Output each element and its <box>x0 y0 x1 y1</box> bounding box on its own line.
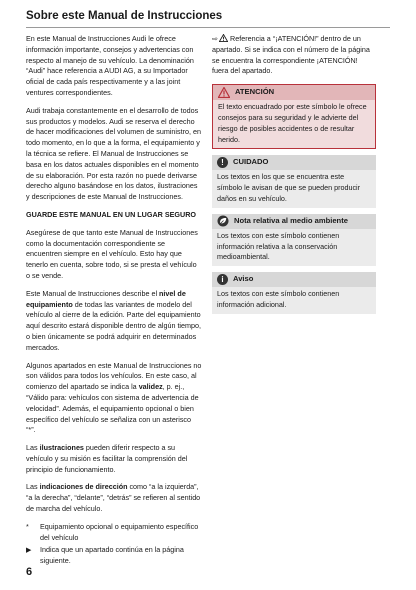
warning-triangle-icon <box>218 87 230 98</box>
legend-list <box>26 522 202 567</box>
asterisk-marker: * <box>26 521 29 531</box>
arrow-reference-icon: ⇨ <box>212 34 219 43</box>
warning-box-title: ATENCIÓN <box>235 87 275 97</box>
caution-box-title: CUIDADO <box>233 157 269 167</box>
arrow-marker: ▶ <box>26 545 32 555</box>
environment-box-body: Los textos con este símbolo contienen información relativa a la conservación medioambiental. <box>212 229 376 266</box>
list-item-text: Indica que un apartado continúa en la página siguiente. <box>40 545 184 566</box>
caution-icon: ! <box>217 157 228 168</box>
list-item <box>26 545 202 567</box>
warning-box-body: El texto encuadrado por este símbolo le ofrece consejos para su seguridad y le advierte del riesgo de posibles accidentes o de resultar herido. <box>213 100 375 148</box>
environment-box <box>212 214 376 266</box>
caution-box <box>212 155 376 207</box>
section-heading: GUARDE ESTE MANUAL EN UN LUGAR SEGURO <box>26 209 196 219</box>
paragraph-development: Audi trabaja constantemente en el desarrollo de todos sus productos y modelos. Audi se reserva el derecho de hacer modificaciones del volumen de suministro, en todo momento, en lo que a la forma, el equipamiento y la técnica se refiere. El Manual de Instrucciones se basa en los datos actuales disponibles en el momento de su elaboración. Por esta razón no puede derivarse derecho alguno basándose en los datos, ilustraciones y descripciones de este Manual de Instrucciones. <box>26 105 201 202</box>
note-box <box>212 272 376 314</box>
note-box-header <box>212 272 376 287</box>
caution-box-body: Los textos en los que se encuentra este símbolo le avisan de que se pueden producir daños en su vehículo. <box>212 170 376 207</box>
caution-box-header <box>212 155 376 170</box>
environment-box-title: Nota relativa al medio ambiente <box>234 215 348 225</box>
warning-triangle-icon <box>219 34 228 42</box>
paragraph-directions: Las indicaciones de dirección como “a la izquierda”, “a la derecha”, “delante”, “detrás” se refieren al sentido de marcha del vehículo. <box>26 482 201 514</box>
environment-box-header <box>212 214 376 229</box>
warning-box <box>212 84 376 149</box>
right-column <box>212 34 376 320</box>
paragraph-illustrations: Las ilustraciones pueden diferir respecto a su vehículo y su misión es facilitar la comprensión del principio de funcionamiento. <box>26 443 188 474</box>
page-header <box>26 10 390 28</box>
environment-icon <box>217 215 229 227</box>
note-box-body: Los textos con este símbolo contienen información adicional. <box>212 287 376 314</box>
reference-text: Referencia a “¡ATENCIÓN!” dentro de un apartado. Si se indica con el número de la página se encuentra la correspondiente ¡ATENCIÓN! fuera del apartado. <box>212 34 370 76</box>
info-icon: i <box>217 274 228 285</box>
paragraph-equipment: Este Manual de Instrucciones describe el nivel de equipamiento de todas las variantes de modelo del vehículo al cierre de la edición. Parte del equipamiento aquí descrito estará disponible dentro de algún tiempo, o bien únicamente se podrá adquirir en determinados mercados. <box>26 288 202 352</box>
warning-box-header <box>213 85 375 100</box>
left-column <box>26 34 202 569</box>
paragraph-intro: En este Manual de Instrucciones Audi le ofrece información importante, consejos y advertencias con respecto al manejo de su vehículo. La denominación “Audi” hace referencia a AUDI AG, a su Importador oficial de cada país respectivamente y a las joint ventures correspondientes. <box>26 34 194 97</box>
list-item-text: Equipamiento opcional o equipamiento específico del vehículo <box>40 521 199 542</box>
paragraph-validity: Algunos apartados en este Manual de Instrucciones no son válidos para todos los vehículos. En este caso, al comienzo del apartado se indica la validez, p. ej., “Válido para: vehículos con sistema de advertencia de velocidad”. Además, el equipamiento opcional o bien específico del vehículo se señaliza con un asterisco “*”. <box>26 360 202 435</box>
paragraph-keep-manual: Asegúrese de que tanto este Manual de Instrucciones como la documentación correspondiente se encuentren siempre en el vehículo. Esto hay que tenerlo en cuenta, sobre todo, si se presta el vehículo o se vende. <box>26 227 198 280</box>
note-box-title: Aviso <box>233 274 254 284</box>
list-item <box>26 522 202 544</box>
page-title: Sobre este Manual de Instrucciones <box>26 10 223 22</box>
reference-paragraph <box>212 34 376 77</box>
page-number: 6 <box>26 566 33 578</box>
